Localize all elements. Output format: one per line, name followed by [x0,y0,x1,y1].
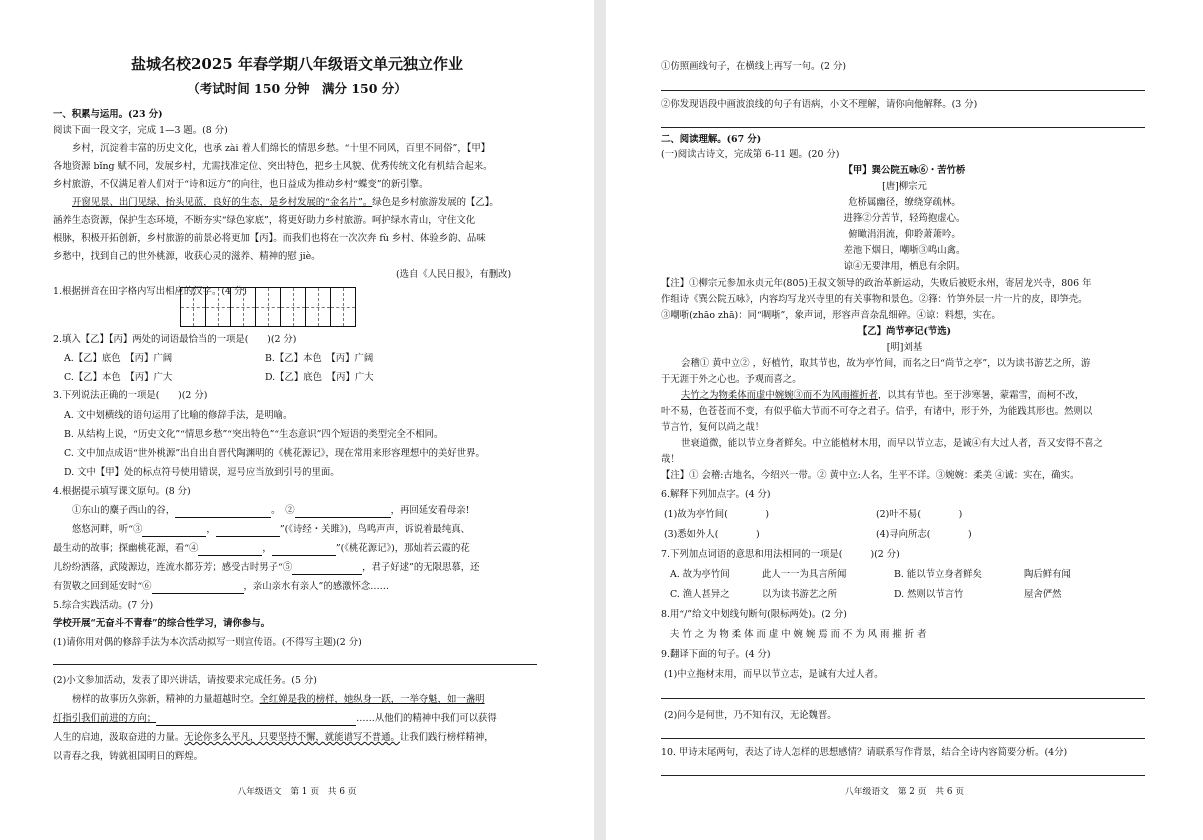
grid-cell[interactable] [280,287,306,327]
wavy-sentence: 无论你多么平凡，只要坚持不懈，就能谱写不普通。 [184,732,400,743]
text: 。 ② [271,505,295,516]
answer-blank[interactable] [198,544,262,556]
option-a: A.【乙】底色 【丙】广阔 [64,353,173,364]
text: 最生动的故事；探幽桃花源，看“④ [53,543,199,554]
answer-blank[interactable] [156,714,356,726]
prose-title: 【乙】尚节亭记(节选) [857,326,952,337]
prose-line [681,389,1084,403]
grid-cell[interactable] [205,287,231,327]
text: ”(《桃花源记》)，那灿若云霞的花 [335,543,470,554]
prose-line: 世衰道微，能以节立身者鲜矣。中立能植材木用，而早以节立志，是诚④有大过人者，吾又安得不喜之 [681,438,1103,449]
text: ，亲山亲水有亲人”的感激怀念…… [243,581,389,592]
speech-line: 以青春之我，铸就祖国明日的辉煌。 [53,751,204,762]
text: ……从他们的精神中我们可以获得 [356,713,497,724]
speech-line [72,693,485,707]
answer-blank[interactable] [272,544,336,556]
page-footer: 八年级语文 第 2 页 共 6 页 [844,787,965,797]
prose-author: [明]刘基 [886,342,923,353]
fill-line: 最生动的故事；探幽桃花源，看“④ ， ”(《桃花源记》)，那灿若云霞的花 [53,543,470,554]
option-d: D. 文中【甲】处的标点符号使用错误，逗号应当放到引号的里面。 [64,467,340,478]
option-d-pair: 屋舍俨然 [1024,589,1062,600]
reading-intro: 阅读下面一段文字，完成 1—3 题。(8 分) [53,125,228,136]
option-b-pair: 陶后鲜有闻 [1024,569,1071,580]
note-line: 【注】① 会稽:古地名，今绍兴一带。② 黄中立:人名，生平不详。③婉婉：柔美 ④诚：实在，确实。 [661,470,1080,481]
question-6: 6.解释下列加点字。(4 分) [661,489,771,500]
option-c: C. 渔人甚异之 [670,589,730,600]
text: ①东山的麋子西山的谷， [72,505,176,516]
question-3: 3.下列说法正确的一项是( )(2 分) [53,390,208,401]
grid-cell[interactable] [180,287,206,327]
fill-line [53,561,479,575]
note-line: 作组诗《巽公院五咏》，内容均写龙兴寺里的有关事物和景色。②箨：竹笋外层一片一片的皮，即笋壳。 [661,294,1088,305]
prose-line: 节言竹，复何以尚之哉！ [661,422,765,433]
exam-title: 盐城名校2025 年春学期八年级语文单元独立作业 [131,55,463,73]
section-2-heading: 二、阅读理解。(67 分) [661,134,762,145]
answer-line[interactable] [661,698,1145,699]
text: 有贺敬之回到延安时“⑥ [53,581,152,592]
answer-blank[interactable] [175,506,271,518]
text: 儿纷纷洒落，武陵源边，连流水都芬芳；感受古时男子“⑤ [53,562,293,573]
page-1 [0,0,594,840]
question-10: 10. 甲诗末尾两句，表达了诗人怎样的思想感情？请联系写作背景，结合全诗内容简要分析。(4分) [661,747,1068,758]
option-a: A. 文中划横线的语句运用了比喻的修辞手法，是明喻。 [64,410,293,421]
underlined-sentence: 夫竹之为物柔体而虚中婉婉③而不为风雨摧折者 [681,390,878,401]
prose-line: 哉！ [661,454,680,465]
option-c-pair: 以为读书游艺之所 [762,589,838,600]
question-5: 5.综合实践活动。(7 分) [53,600,154,611]
poem-title: 【甲】巽公院五咏⑥・苦竹桥 [843,165,966,176]
tianzige-grid[interactable] [181,287,356,327]
passage-line: 乡村，沉淀着丰富的历史文化，也承 zài 着人们绵长的情思乡愁。“十里不同风，百里不同俗”，【甲】 [72,143,491,154]
q6-item: (3)悉如外人( ) [664,529,760,540]
question-7: 7.下列加点词语的意思和用法相同的一项是( )(2 分) [661,549,900,560]
question-8: 8.用“/”给文中划线句断句(限标两处)。(2 分) [661,609,847,620]
question-5-1: (1)请你用对偶的修辞手法为本次活动拟写一则宣传语。(不得写主题)(2 分) [53,637,362,648]
poem-line: 进箨②分苦节，轻筠抱虚心。 [843,213,966,224]
question-2: 2.填入【乙】【丙】两处的词语最恰当的一项是( )(2 分) [53,334,297,345]
q9-item: (1)中立拖材末用，而早以节立志，是诚有大过人者。 [664,669,884,680]
fill-line: 悠悠河畔，听“③ ， ”(《诗经・关雎》)，鸟鸣声声，诉说着最纯真、 [72,524,471,535]
question-9: 9.翻译下面的句子。(4 分) [661,649,771,660]
poem-line: 危桥属幽径，缭绕穿疏林。 [848,197,961,208]
passage-line [72,196,499,210]
speech-line [53,712,497,726]
punctuate-sentence: 夫 竹 之 为 物 柔 体 而 虚 中 婉 婉 焉 而 不 为 风 雨 摧 折 者 [670,629,927,640]
q6-item: (2)叶不易( ) [876,509,963,520]
text: ，以其有节也。至于涉寒暑，蒙霜雪，而柯不改， [877,390,1085,401]
option-b: B. 能以节立身者鲜矣 [894,569,982,580]
exam-subtitle: （考试时间 150 分钟 满分 150 分） [187,81,407,96]
prose-line: 会稽① 黄中立② ，好植竹，取其节也，故为亭竹间，而名之曰“尚节之亭”，以为读书游艺之所，游 [681,358,1091,369]
answer-line[interactable] [661,90,1145,91]
option-d: D. 然则以节言竹 [894,589,964,600]
option-a-pair: 此人一一为具言所闻 [762,569,847,580]
underlined-sentence: 灯指引我们前进的方向； [53,713,157,724]
poem-line: 差池下烟日，嘲哳③鸣山禽。 [843,245,966,256]
answer-line[interactable] [661,738,1145,739]
speech-line [53,731,494,745]
text: ，再回延安看母亲! [390,505,470,516]
question-1: 1.根据拼音在田字格内写出相应的汉字。(4 分) [53,286,247,297]
text: 让我们践行榜样精神， [399,732,494,743]
task-1: ①仿照画线句子，在横线上再写一句。(2 分) [661,61,847,72]
passage-text: 绿色是乡村旅游发展的【乙】。 [372,197,499,208]
section-1-heading: 一、积累与运用。(23 分) [53,109,163,120]
option-d: D.【乙】底色 【丙】广大 [265,372,374,383]
grid-cell[interactable] [305,287,331,327]
note-line: ③嘲哳(zhāo zhā)：同“啁哳”，象声词，形容声音杂乱细碎。④谅：料想，实在。 [661,310,1001,321]
answer-blank[interactable] [152,582,244,594]
answer-blank[interactable] [295,506,391,518]
option-c: C. 文中加点成语“世外桃源”出自出自晋代陶渊明的《桃花源记》，现在常用来形容理想中的美好世界。 [64,448,485,459]
grid-cell[interactable] [330,287,356,327]
poem-author: [唐]柳宗元 [882,181,927,192]
underlined-sentence: 全红婵是我的榜样，她纵身一跃，一举夺魁，如一盏明 [259,694,485,705]
answer-line[interactable] [53,664,537,665]
question-5-2: (2)小文参加活动，发表了即兴讲话，请按要求完成任务。(5 分) [53,675,317,686]
text: 榜样的故事历久弥新，精神的力量超越时空。 [72,694,260,705]
answer-line[interactable] [661,127,1145,128]
q6-item: (4)寻向所志( ) [876,529,972,540]
passage-line: 根脉，积极开拓创新，乡村旅游的前景必将更加【丙】。而我们也将在一次次奔 fù 乡村、体验乡韵、品味 [53,233,486,244]
poem-line: 俯瞰涓涓流，仰聆萧萧吟。 [848,229,961,240]
question-4: 4.根据提示填写课文原句。(8 分) [53,486,191,497]
passage-line: 乡村旅游，不仅满足着人们对于“诗和远方”的向往，也日益成为推动乡村“蝶变”的新引擎。 [53,179,429,190]
fill-line [53,580,389,594]
option-b: B.【乙】本色 【丙】广阔 [265,353,374,364]
activity-prompt: 学校开展“无奋斗不青春”的综合性学习，请你参与。 [53,618,271,629]
note-line: 【注】①柳宗元参加永贞元年(805)王叔文领导的政治革新运动，失败后被贬永州，寄居龙兴寺，806 年 [661,278,1092,289]
prose-line: 于无涯于外之心也。予观而喜之。 [661,374,802,385]
answer-blank[interactable] [292,563,362,575]
text: 人生的启迪，汲取奋进的力量。 [53,732,185,743]
passage-line: 乡愁中，找到自己的世外桃源，收获心灵的滋养、精神的慰 jiè。 [53,251,321,262]
passage-line: 各地资源 bǐng 赋不同，发展乡村，尤需找准定位、突出特色，把乡土风貌、优秀传统文化有机结合起来。 [53,161,493,172]
option-a: A. 故为亭竹间 [670,569,730,580]
answer-blank[interactable] [142,525,206,537]
task-2: ②你发现语段中画波浪线的句子有语病，小文不理解，请你向他解释。(3 分) [661,99,978,110]
text: ”(《诗经・关雎》)，鸟鸣声声，诉说着最纯真、 [279,524,471,535]
q6-item: (1)故为亭竹间( ) [664,509,769,520]
poem-line: 谅④无要津用，栖息有余阴。 [843,261,966,272]
answer-line[interactable] [661,775,1145,776]
underlined-sentence: 开窗见景、出门见绿、抬头见蓝，良好的生态，是乡村发展的“金名片”。 [72,197,373,208]
q9-item: (2)问今是何世，乃不知有汉，无论魏晋。 [664,710,837,721]
text: ，君子好逑”的无限思慕，还 [362,562,480,573]
passage-line: 涵养生态资源，保护生态环境，不断夯实“绿色家底”，将更好助力乡村旅游。呵护绿水青山，守住文化 [53,215,476,226]
text: 悠悠河畔，听“③ [72,524,143,535]
fill-line [72,504,469,518]
page-2 [606,0,1203,840]
reading-intro: (一)阅读古诗文，完成第 6-11 题。(20 分) [661,149,840,160]
option-c: C.【乙】本色 【丙】广大 [64,372,173,383]
prose-line: 叶不易，色苍苍而不变，有似乎临大节而不可夺之君子。信乎，有诸中，形于外，为能践其形也。然则以 [661,406,1093,417]
answer-blank[interactable] [216,525,280,537]
grid-cell[interactable] [230,287,256,327]
option-b: B. 从结构上说，“历史文化”“情思乡愁”“突出特色”“生态意识”四个短语的类型完全不相同。 [64,429,444,440]
page-footer: 八年级语文 第 1 页 共 6 页 [237,787,357,797]
grid-cell[interactable] [255,287,281,327]
passage-source: (选自《人民日报》，有删改) [396,269,512,280]
